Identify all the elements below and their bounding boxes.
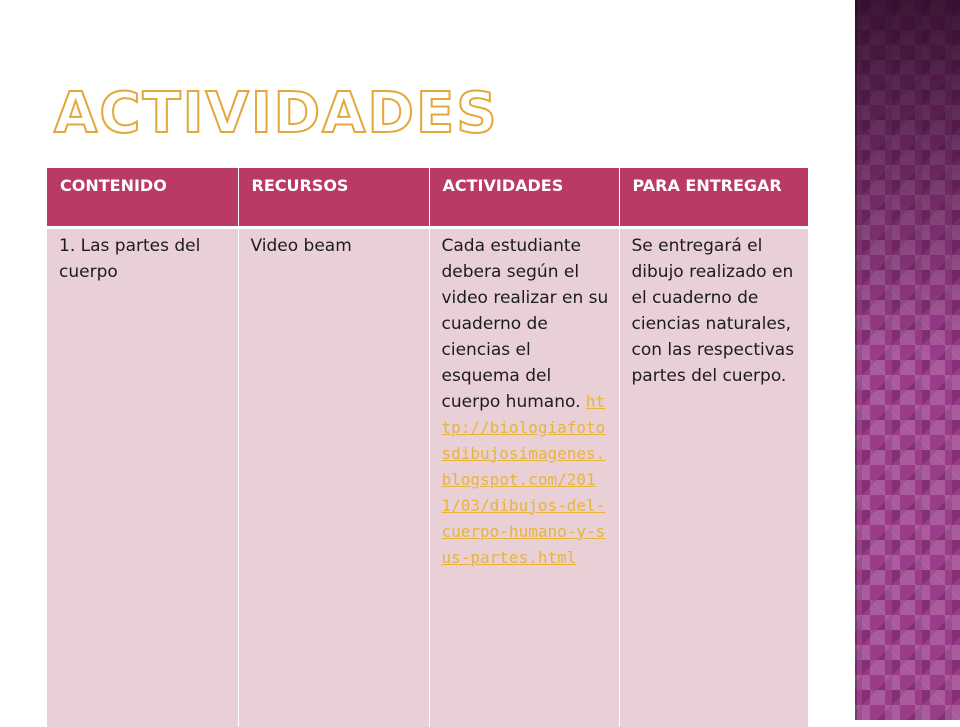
cell-actividades [429,227,619,727]
reference-link[interactable]: http://biologiafotosdibujosimagenes.blogspot.com/2011/03/dibujos-del-cuerpo-humano-y-sus-partes.html [441,391,606,567]
side-band-edge [855,0,857,720]
table-row [47,227,808,727]
slide-title: ACTIVIDADES [54,81,499,146]
header-para-entregar: PARA ENTREGAR [619,168,808,227]
activities-table [47,168,808,727]
cell-recursos: Video beam [238,227,429,727]
decorative-side-band [855,0,960,720]
table-header-row [47,168,808,227]
cell-para-entregar: Se entregará el dibujo realizado en el cuaderno de ciencias naturales, con las respectivas partes del cuerpo. [619,227,808,727]
header-recursos: RECURSOS [238,168,429,227]
cell-contenido: 1. Las partes del cuerpo [47,227,238,727]
header-actividades: ACTIVIDADES [429,168,619,227]
header-contenido: CONTENIDO [47,168,238,227]
actividades-text: Cada estudiante debera según el video realizar en su cuaderno de ciencias el esquema del cuerpo humano. [441,235,609,412]
